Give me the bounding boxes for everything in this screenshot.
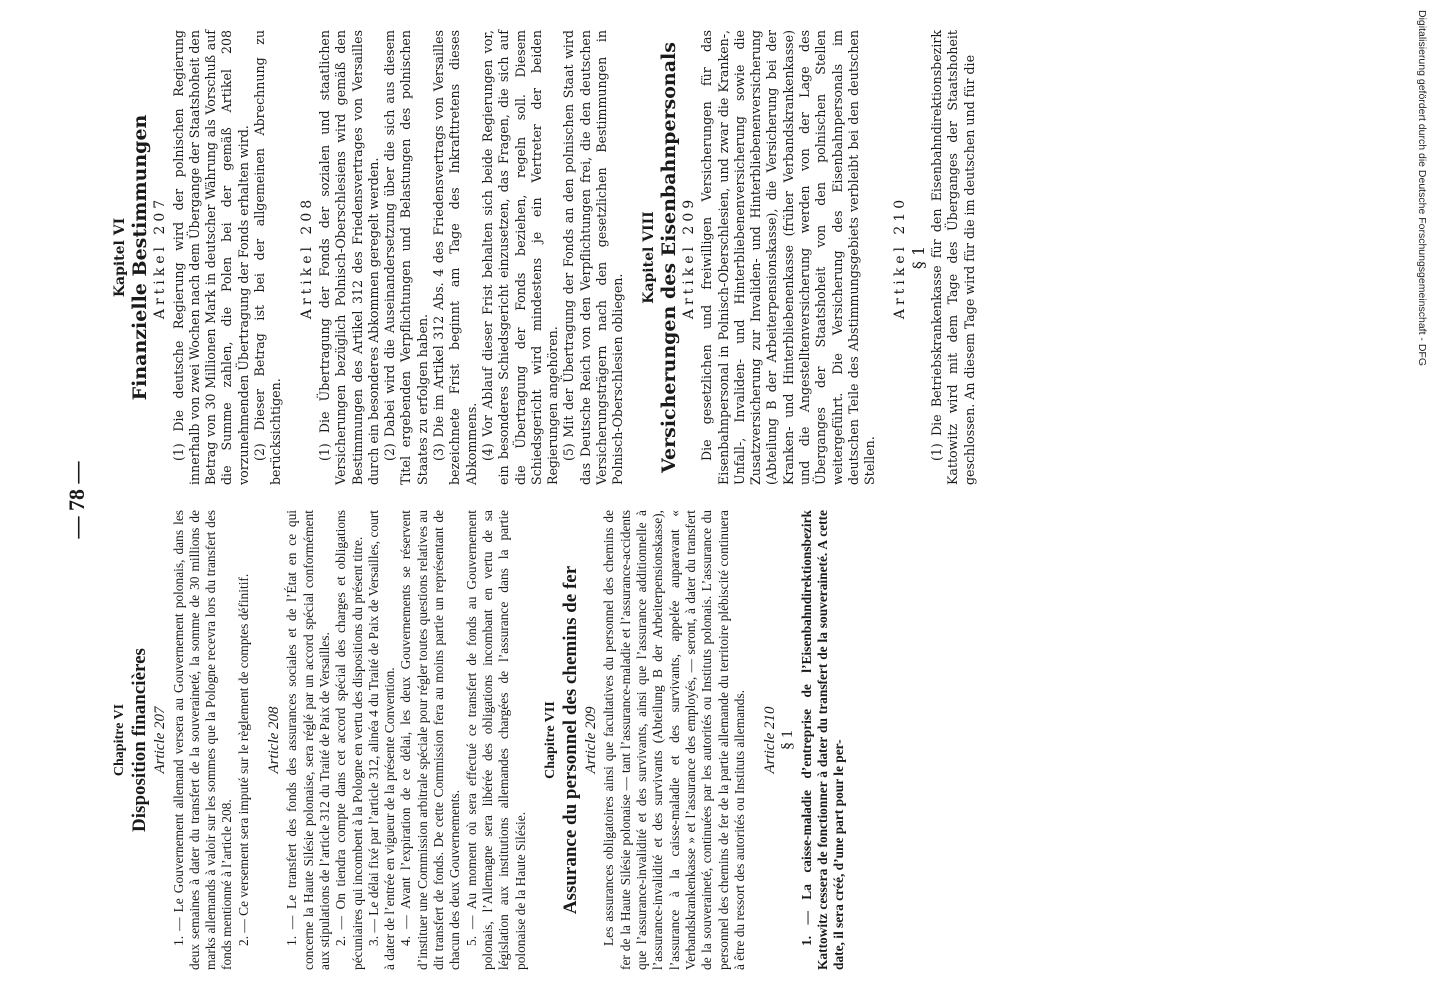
article-heading: Artikel 208 <box>298 195 315 320</box>
section-mark: § 1 <box>908 245 928 270</box>
paragraph: Les assurances obligatoires ainsi que facultatives du personnel des chemins de fer de la Haute Silésie polonaise — tant l’assurance-maladie et l’assurance-accidents que l’assurance-invalidité et des survivants, ainsi que l’assurance additionnelle à l’assurance-invalidité et des survivants (Abteilung B der Arbeiterpensionskasse), l’assurance à la caisse-maladie et des survivants, appelée auparavant « Verbandskrankenkasse » et l’assurance des employés, — seront, à dater du transfert de la souveraineté, continuées par les autorités ou Instituts polonais. L’assurance du personnel des chemins de fer de la partie allemande du territoire plébiscité continuera à être du ressort des autorités ou Instituts allemands. <box>601 510 747 970</box>
chapter-title: Disposition financières <box>129 648 151 832</box>
digitization-note: Digitalisierung gefördert durch die Deutsche Forschungsgemeinschaft - DFG <box>1416 10 1428 367</box>
article-heading: Article 209 <box>583 706 600 774</box>
article-heading: Artikel 207 <box>152 195 169 320</box>
chapter-heading: Chapitre VII <box>542 701 558 779</box>
paragraph: 1. — Le transfert des fonds des assurances sociales et de l’État en ce qui concerne la Haute Silésie polonaise, sera réglé par un accord spécial conformément aux stipulations de l’article 312 du Traité de Paix de Versailles. <box>284 510 332 970</box>
chapter-title: Versicherungen des Eisenbahnpersonals <box>657 42 680 473</box>
paragraph: (2) Dieser Betrag ist bei der allgemeinen Abrechnung zu berücksichtigen. <box>252 30 284 485</box>
article-heading: Artikel 209 <box>680 195 697 320</box>
page-number: — 78 — <box>64 461 89 539</box>
paragraph: 5. — Au moment où sera effectué ce transfert de fonds au Gouvernement polonais, l’Allemagne sera libérée des obligations incombant en vertu de sa législation aux institutions allemandes chargées de l’assurance dans la partie polonaise de la Haute Silésie. <box>463 510 528 970</box>
article-heading: Article 207 <box>152 706 169 774</box>
article-heading: Article 208 <box>266 706 283 774</box>
paragraph: 3. — Le délai fixé par l’article 312, alinéa 4 du Traité de Paix de Versailles, court à dater de l’entrée en vigueur de la présente Convention. <box>365 510 398 970</box>
chapter-title: Assurance du personnel des chemins de fer <box>560 565 582 915</box>
paragraph: 4. — Avant l’expiration de ce délai, les deux Gouvernements se réservent d’instituer une Commission arbitrale spéciale pour régler toutes questions relatives au dit transfert de fonds. De cette Commission fera au moins partie un représentant de chacun des deux Gouvernements. <box>398 510 463 970</box>
chapter-heading: Kapitel VI <box>112 217 128 298</box>
paragraph: (2) Dabei wird die Auseinandersetzung über die sich aus diesem Titel ergebenden Verpflichtungen und Belastungen des polnischen Staates zu erfolgen haben. <box>382 30 430 485</box>
article-heading: Artikel 210 <box>892 195 909 320</box>
section-mark: § 1 <box>779 730 797 750</box>
chapter-title: Finanzielle Bestimmungen <box>129 114 152 401</box>
chapter-heading: Kapitel VIII <box>640 211 657 304</box>
paragraph: (4) Vor Ablauf dieser Frist behalten sich beide Regierungen vor, ein besonderes Schiedsgericht einzusetzen, das Fragen, die sich auf die Übertragung der Fonds beziehen, regeln soll. Diesem Schiedsgericht wird mindestens je ein Vertreter der beiden Regierungen angehören. <box>479 30 561 485</box>
paragraph: (1) Die Übertragung der Fonds der sozialen und staatlichen Versicherungen bezüglich Polnisch-Oberschlesiens wird gemäß den Bestimmungen des Artikel 312 des Friedensvertrages von Versailles durch ein besonderes Abkommen geregelt werden. <box>316 30 381 485</box>
paragraph: 1. — La caisse-maladie d’entreprise de l’Eisenbahndirektionsbezirk Kattowitz cessera de fonctionner à dater du transfert de la souveraineté. A cette date, il sera créé, d’une part pour le per- <box>798 510 847 970</box>
german-column <box>112 30 978 485</box>
paragraph: (1) Die Betriebskrankenkasse für den Eisenbahndirektionsbezirk Kattowitz wird mit dem Tage des Überganges der Staatshoheit geschlossen. An diesem Tage wird für die im deutschen und für die <box>929 30 977 485</box>
french-column <box>112 510 848 970</box>
chapter-heading: Chapitre VI <box>112 703 127 777</box>
paragraph: 2. — Ce versement sera imputé sur le règlement de comptes définitif. <box>235 573 251 946</box>
article-heading: Article 210 <box>762 706 779 774</box>
paragraph: Die gesetzlichen und freiwilligen Versicherungen für das Eisenbahnpersonal in Polnisch-Oberschlesien, und zwar die Kranken-, Unfall-, Invaliden- und Hinterbliebenenversicherung sowie die Zusatzversicherung zur Invaliden- und Hinterbliebenenversicherung (Abteilung B der Arbeiterpensionskasse), die Versicherung bei der Kranken- und Hinterbliebenenkasse (früher Verbandskrankenkasse) und die Angestelltenversicherung werden von der Lage des Überganges der Staatshoheit von den polnischen Stellen weitergeführt. Die Versicherung des Eisenbahnpersonals im deutschen Teile des Abstimmungsgebiets verbleibt bei den deutschen Stellen. <box>699 30 878 485</box>
paragraph: (5) Mit der Übertragung der Fonds an den polnischen Staat wird das Deutsche Reich von den Verpflichtungen frei, die den deutschen Versicherungsträgern nach den gesetzlichen Bestimmungen in Polnisch-Oberschlesien obliegen. <box>561 30 626 485</box>
paragraph: 1. — Le Gouvernement allemand versera au Gouvernement polonais, dans les deux semaines à dater du transfert de la souveraineté, la somme de 30 millions de marks allemands à valoir sur les sommes que la Pologne recevra lors du transfert des fonds mentionné à l’article 208. <box>170 510 235 970</box>
paragraph: 2. — On tiendra compte dans cet accord spécial des charges et obligations pécuniaires qui incombent à la Pologne en vertu des dispositions du présent titre. <box>333 510 365 970</box>
paragraph: (1) Die deutsche Regierung wird der polnischen Regierung innerhalb von zwei Wochen nach dem Übergange der Staatshoheit den Betrag von 30 Millionen Mark in deutscher Währung als Vorschuß auf die Summe zahlen, die Polen bei der gemäß Artikel 208 vorzunehmenden Übertragung der Fonds erhalten wird. <box>170 30 251 485</box>
paragraph: (3) Die im Artikel 312 Abs. 4 des Friedensvertrags von Versailles bezeichnete Frist beginnt am Tage des Inkrafttretens dieses Abkommens. <box>431 30 479 485</box>
